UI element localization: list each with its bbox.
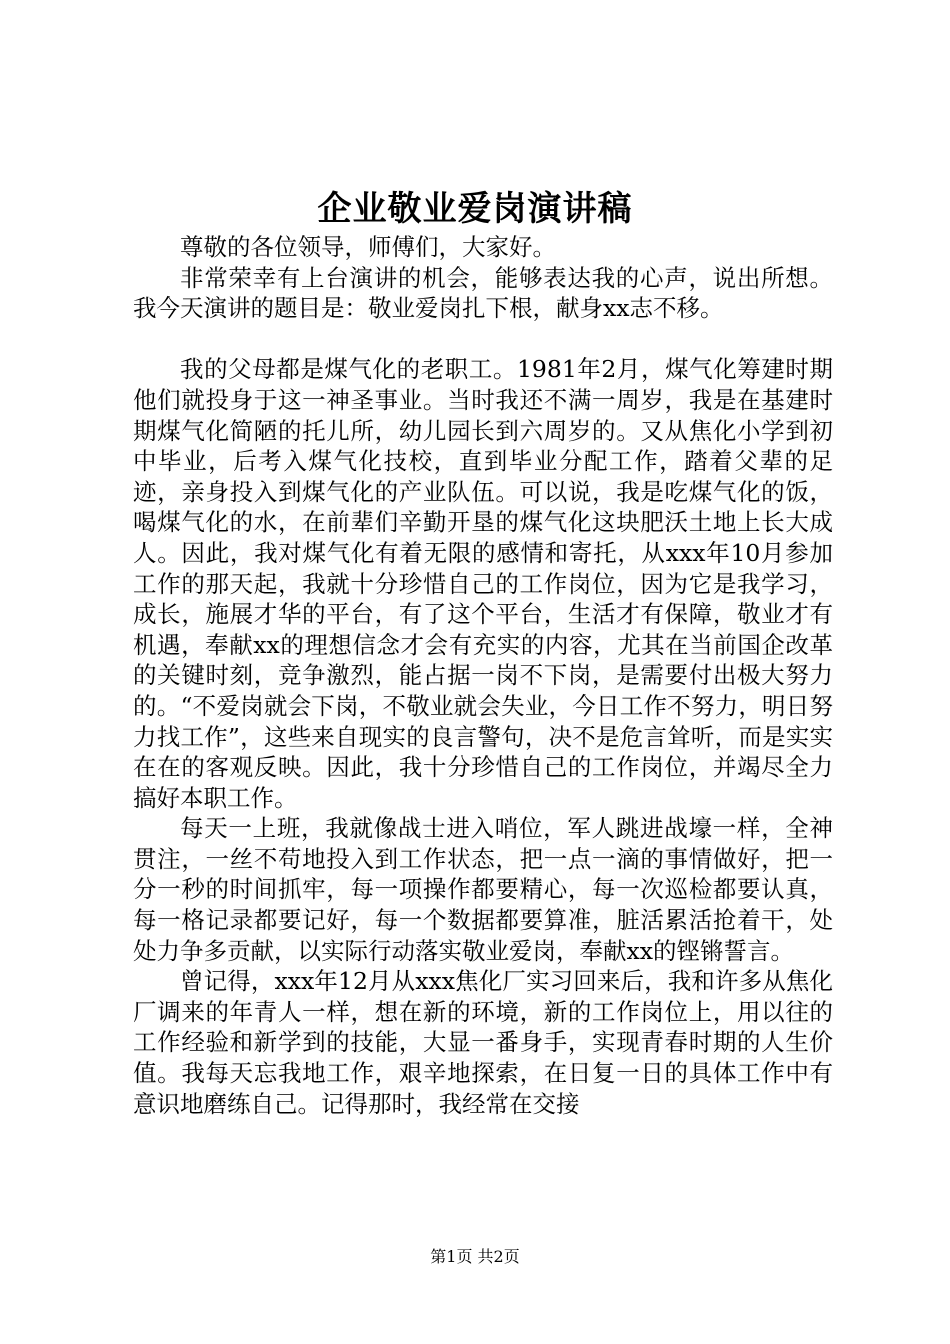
paragraph-daily-work: 每天一上班，我就像战士进入哨位，军人跳进战壕一样，全神贯注，一丝不苟地投入到工作状态，把一点一滴的事情做好，把一分一秒的时间抓牢，每一项操作都要精心，每一次巡检都要认真，每一格记录都要记好，每一个数据都要算准，脏活累活抢着干，处处力争多贡献，以实际行动落实敬业爱岗，奉献xx的铿锵誓言。 (133, 814, 833, 965)
paragraph-memory: 曾记得，xxx年12月从xxx焦化厂实习回来后，我和许多从焦化厂调来的年青人一样，想在新的环境，新的工作岗位上，用以往的工作经验和新学到的技能，大显一番身手，实现青春时期的人生价值。我每天忘我地工作，艰辛地探索，在日复一日的具体工作中有意识地磨练自己。记得那时，我经常在交接 (133, 967, 833, 1118)
paragraph-background: 我的父母都是煤气化的老职工。1981年2月，煤气化筹建时期他们就投身于这一神圣事业。当时我还不满一周岁，我是在基建时期煤气化简陋的托儿所，幼儿园长到六周岁的。又从焦化小学到初中毕业，后考入煤气化技校，直到毕业分配工作，踏着父辈的足迹，亲身投入到煤气化的产业队伍。可以说，我是吃煤气化的饭，喝煤气化的水，在前辈们辛勤开垦的煤气化这块肥沃土地上长大成人。因此，我对煤气化有着无限的感情和寄托，从xxx年10月参加工作的那天起，我就十分珍惜自己的工作岗位，因为它是我学习，成长，施展才华的平台，有了这个平台，生活才有保障，敬业才有机遇，奉献xx的理想信念才会有充实的内容，尤其在当前国企改革的关键时刻，竞争激烈，能占据一岗不下岗，是需要付出极大努力的。“不爱岗就会下岗，不敬业就会失业，今日工作不努力，明日努力找工作”，这些来自现实的良言警句，决不是危言耸听，而是实实在在的客观反映。因此，我十分珍惜自己的工作岗位，并竭尽全力搞好本职工作。 (133, 355, 833, 812)
paragraph-greeting: 尊敬的各位领导，师傅们，大家好。 (180, 233, 556, 261)
page-footer: 第1页 共2页 (430, 1247, 520, 1266)
document-body (133, 232, 833, 1119)
document-title: 企业敬业爱岗演讲稿 (317, 189, 633, 229)
paragraph-intro: 非常荣幸有上台演讲的机会，能够表达我的心声，说出所想。我今天演讲的题目是：敬业爱岗扎下根，献身xx志不移。 (133, 263, 833, 323)
